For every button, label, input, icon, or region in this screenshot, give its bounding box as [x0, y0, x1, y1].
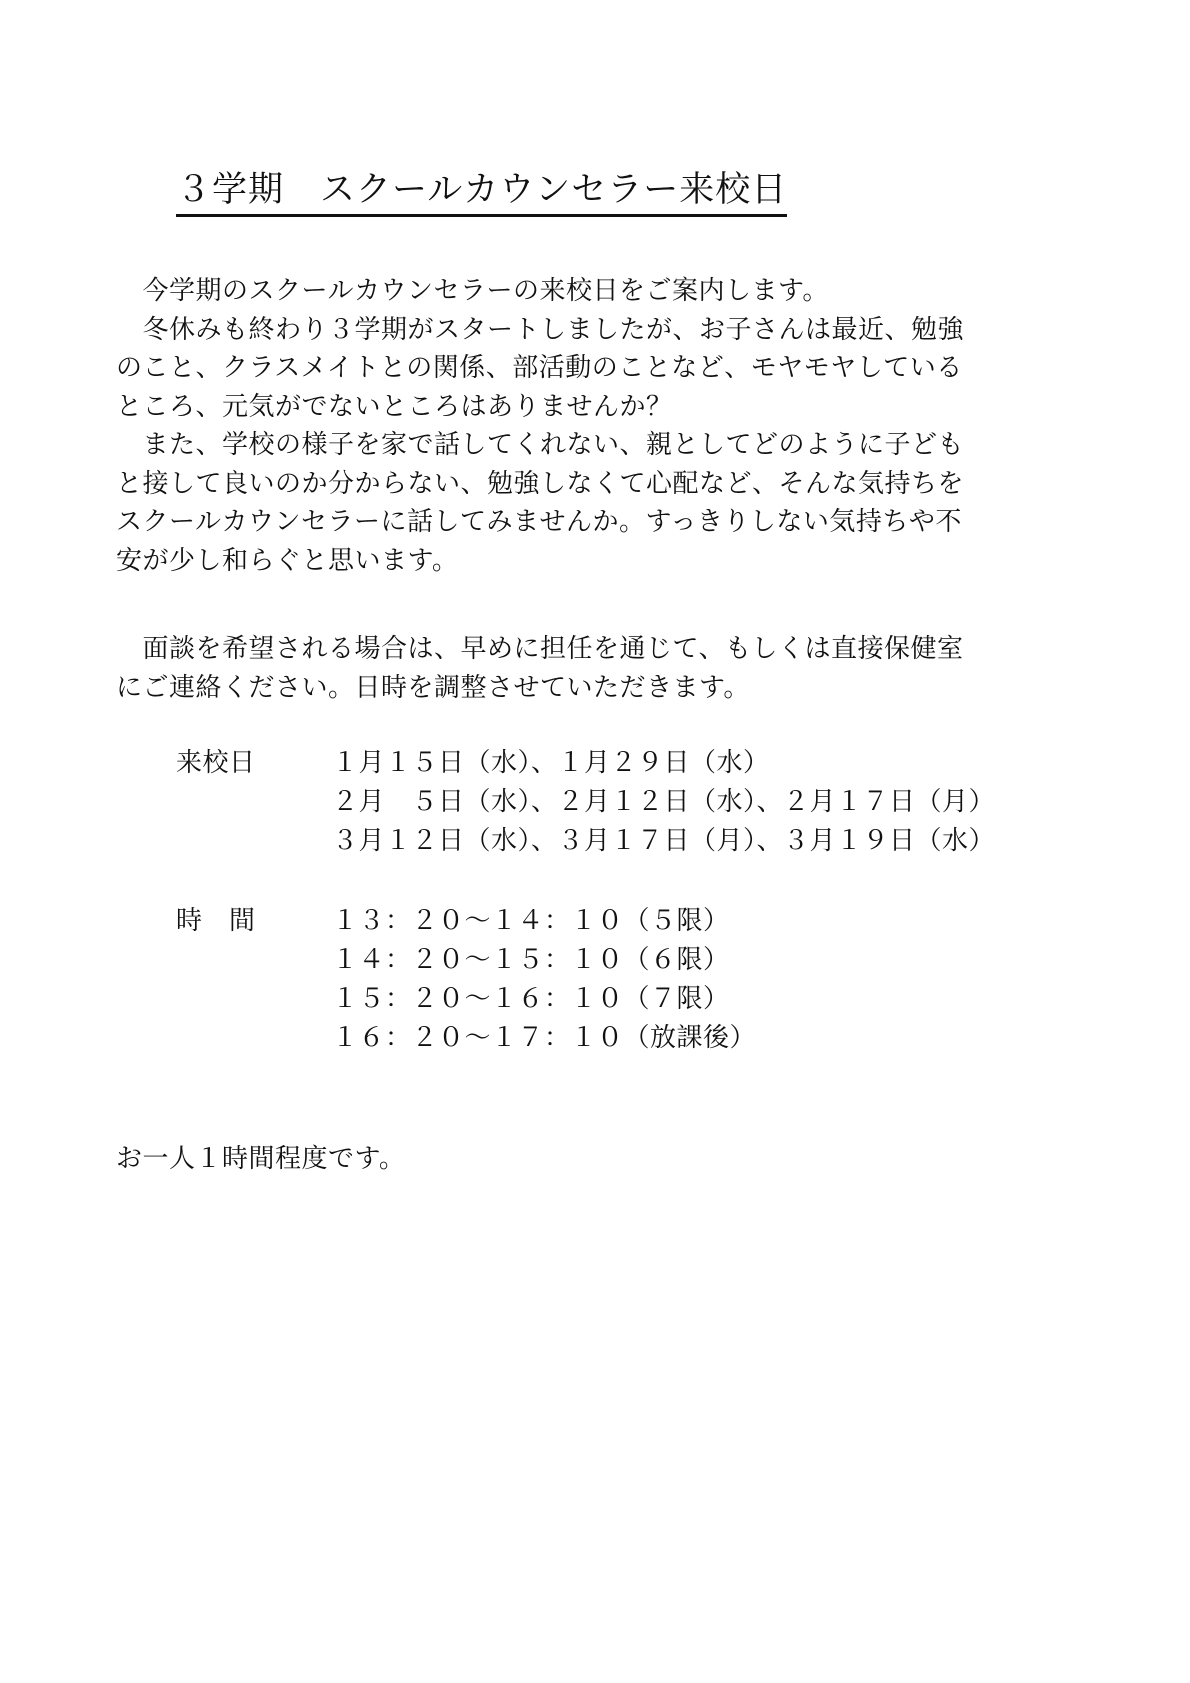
intro-line: のこと、クラスメイトとの関係、部活動のことなど、モヤモヤしている	[116, 353, 963, 383]
contact-section	[116, 630, 1076, 707]
time-slot-row: １４：２０～１５：１０（６限）	[332, 945, 730, 975]
visit-days-label: 来校日	[176, 748, 256, 778]
intro-line	[116, 311, 1076, 350]
time-slot-row: １６：２０～１７：１０（放課後）	[332, 1023, 757, 1053]
times-list	[332, 902, 756, 1058]
visit-days-row: １月１５日（水）、１月２９日（水）	[332, 748, 770, 778]
intro-line: 安が少し和らぐと思います。	[116, 545, 459, 576]
times-label: 時 間	[176, 906, 256, 936]
intro-text: また、学校の様子を家で話してくれない、親としてどのように子ども	[142, 430, 965, 460]
intro-line: スクールカウンセラーに話してみませんか。すっきりしない気持ちや不	[116, 507, 962, 537]
intro-text: 今学期のスクールカウンセラーの来校日をご案内します。	[142, 276, 829, 306]
page-title: ３学期 スクールカウンセラー来校日	[176, 168, 787, 217]
contact-line: にご連絡ください。日時を調整させていただきます。	[116, 672, 750, 703]
intro-line: ところ、元気がでないところはありませんか？	[116, 391, 673, 422]
visit-days-row: ３月１２日（水）、３月１７日（月）、３月１９日（水）	[332, 826, 996, 856]
intro-line: と接して良いのか分からない、勉強しなくて心配など、そんな気持ちを	[116, 468, 965, 499]
visit-days-row: ２月 ５日（水）、２月１２日（水）、２月１７日（月）	[332, 787, 996, 817]
contact-text: 面談を希望される場合は、早めに担任を通じて、もしくは直接保健室	[142, 634, 964, 664]
intro-text: 冬休みも終わり３学期がスタートしましたが、お子さんは最近、勉強	[142, 314, 965, 345]
intro-section	[116, 272, 1076, 580]
duration-note: お一人１時間程度です。	[116, 1144, 406, 1174]
time-slot-row: １５：２０～１６：１０（７限）	[332, 984, 730, 1014]
contact-line	[116, 630, 1076, 669]
intro-line	[116, 272, 1076, 311]
time-slot-row: １３：２０～１４：１０（５限）	[332, 906, 730, 936]
intro-line	[116, 426, 1076, 465]
visit-days-list	[332, 744, 995, 861]
